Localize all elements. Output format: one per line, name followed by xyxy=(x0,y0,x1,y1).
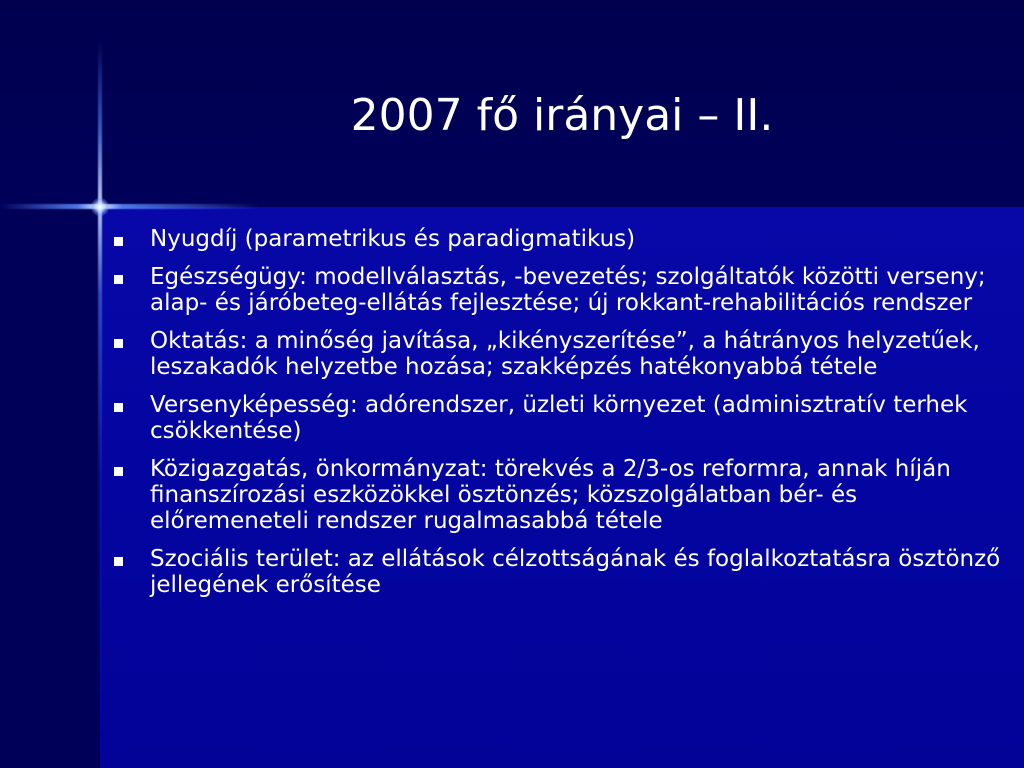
square-bullet-icon xyxy=(114,467,123,476)
square-bullet-icon xyxy=(114,557,123,566)
square-bullet-icon xyxy=(114,339,123,348)
bullet-item-social xyxy=(114,546,1014,598)
bullet-item-healthcare xyxy=(114,264,1014,316)
light-flare-horizontal-icon xyxy=(0,204,260,209)
bullet-list xyxy=(114,226,1014,610)
bullet-item-education xyxy=(114,328,1014,380)
slide-title: 2007 fő irányai – II. xyxy=(350,90,774,141)
bullet-item-pension xyxy=(114,226,1014,252)
bullet-text: Versenyképesség: adórendszer, üzleti környezet (adminisztratív terhek csökkentése) xyxy=(150,392,968,444)
square-bullet-icon xyxy=(114,403,123,412)
bullet-text: Egészségügy: modellválasztás, -bevezetés; szolgáltatók közötti verseny; alap- és járóbeteg-ellátás fejlesztése; új rokkant-rehabilitációs rendszer xyxy=(150,264,986,316)
bullet-item-competitiveness xyxy=(114,392,1014,444)
light-flare-vertical-icon xyxy=(98,40,102,768)
bullet-item-public-administration xyxy=(114,456,1014,534)
bullet-text: Oktatás: a minőség javítása, „kikényszerítése”, a hátrányos helyzetűek, leszakadók helyzetbe hozása; szakképzés hatékonyabbá tétele xyxy=(150,328,980,380)
light-flare-icon xyxy=(91,198,109,216)
bullet-text: Közigazgatás, önkormányzat: törekvés a 2/3-os reformra, annak híján finanszírozási eszközökkel ösztönzés; közszolgálatban bér- és előremeneteli rendszer rugalmasabbá tétele xyxy=(150,456,951,534)
square-bullet-icon xyxy=(114,275,123,284)
square-bullet-icon xyxy=(114,237,123,246)
bullet-text: Nyugdíj (parametrikus és paradigmatikus) xyxy=(150,226,636,252)
bullet-text: Szociális terület: az ellátások célzottságának és foglalkoztatásra ösztönző jellegének erősítése xyxy=(150,546,1001,598)
